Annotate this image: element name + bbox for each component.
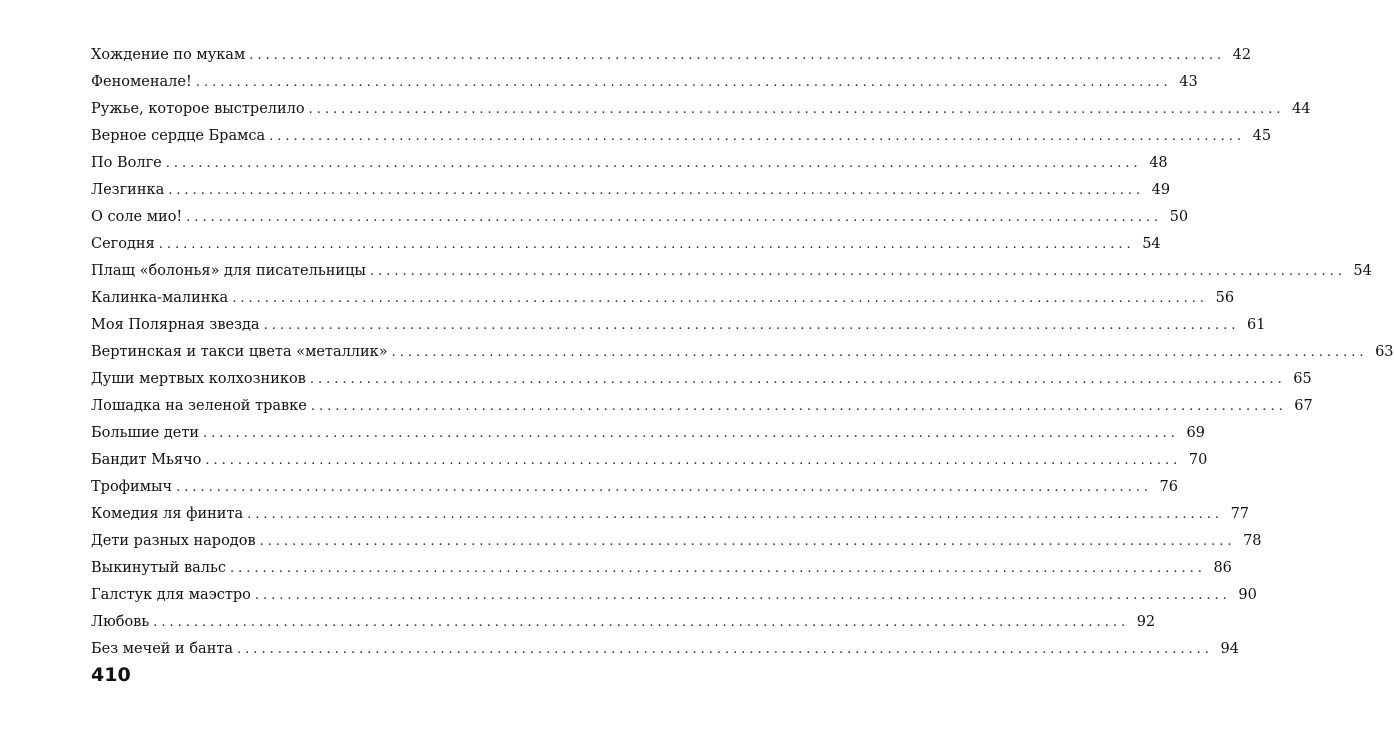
dot-leader: ........................................................................................................................ xyxy=(168,183,1145,198)
toc-entry-title: Вертинская и такси цвета «металлик» xyxy=(91,344,388,360)
dot-leader: ........................................................................................................................ xyxy=(165,156,1142,171)
dot-leader: ........................................................................................................................ xyxy=(232,291,1209,306)
toc-entry-title: Комедия ля финита xyxy=(91,506,244,522)
toc-entry xyxy=(91,204,1189,231)
toc-entry-title: Души мертвых колхозников xyxy=(91,371,306,387)
toc-entry-title: Ружье, которое выстрелило xyxy=(91,101,305,117)
toc-entry xyxy=(91,42,1252,69)
toc-entry xyxy=(91,150,1168,177)
toc-entry xyxy=(91,366,1312,393)
toc-entry-title: Хождение по мукам xyxy=(91,47,246,63)
toc-entry xyxy=(91,312,1266,339)
dot-leader: ........................................................................................................................ xyxy=(259,534,1236,549)
toc-entry-page: 48 xyxy=(1149,155,1168,171)
toc-entry xyxy=(91,96,1311,123)
toc-entry xyxy=(91,123,1272,150)
toc-entry xyxy=(91,555,1232,582)
toc-entry-title: О соле мио! xyxy=(91,209,183,225)
toc-entry xyxy=(91,474,1178,501)
toc-entry xyxy=(91,231,1161,258)
dot-leader: ........................................................................................................................ xyxy=(254,588,1231,603)
toc-entry-page: 77 xyxy=(1230,506,1250,522)
dot-leader: ........................................................................................................................ xyxy=(309,372,1286,387)
toc-entry-page: 50 xyxy=(1169,209,1189,225)
toc-entry-page: 78 xyxy=(1243,533,1262,549)
toc-entry-page: 67 xyxy=(1294,398,1313,414)
toc-entry xyxy=(91,501,1250,528)
dot-leader: ........................................................................................................................ xyxy=(263,318,1240,333)
dot-leader: ........................................................................................................................ xyxy=(310,399,1287,414)
toc-entry-page: 69 xyxy=(1186,425,1205,441)
dot-leader: ........................................................................................................................ xyxy=(176,480,1152,495)
toc-entry-title: Феноменале! xyxy=(91,74,192,90)
toc-entry-title: Выкинутый вальс xyxy=(91,560,226,576)
toc-entry xyxy=(91,582,1257,609)
toc-entry-page: 42 xyxy=(1232,47,1252,63)
toc-entry-page: 70 xyxy=(1188,452,1208,468)
toc-entry-title: Дети разных народов xyxy=(91,533,256,549)
toc-entry-page: 54 xyxy=(1353,263,1372,279)
toc-entry xyxy=(91,339,1394,366)
dot-leader: ........................................................................................................................ xyxy=(269,129,1246,144)
toc-entry-page: 94 xyxy=(1220,641,1239,657)
toc-entry-title: Бандит Мьячо xyxy=(91,452,202,468)
toc-entry xyxy=(91,177,1171,204)
toc-entry xyxy=(91,258,1372,285)
toc-entry xyxy=(91,447,1208,474)
dot-leader: ........................................................................................................................ xyxy=(247,507,1224,522)
toc-entry-page: 86 xyxy=(1213,560,1232,576)
toc-entry xyxy=(91,420,1205,447)
toc-entry xyxy=(91,636,1239,663)
dot-leader: ........................................................................................................................ xyxy=(391,345,1368,360)
toc-entry xyxy=(91,609,1156,636)
toc-entry-title: Любовь xyxy=(91,614,150,630)
page-number: 410 xyxy=(91,664,131,686)
toc-entry-page: 44 xyxy=(1292,101,1311,117)
toc-entry-title: Сегодня xyxy=(91,236,155,252)
dot-leader: ........................................................................................................................ xyxy=(205,453,1182,468)
toc-entry-page: 56 xyxy=(1215,290,1235,306)
dot-leader: ........................................................................................................................ xyxy=(369,264,1346,279)
toc-entry-page: 76 xyxy=(1159,479,1178,495)
toc-entry-page: 45 xyxy=(1252,128,1272,144)
dot-leader: ........................................................................................................................ xyxy=(186,210,1163,225)
dot-leader: ........................................................................................................................ xyxy=(158,237,1135,252)
dot-leader: ........................................................................................................................ xyxy=(195,75,1172,90)
table-of-contents xyxy=(91,42,1394,663)
toc-entry-page: 54 xyxy=(1142,236,1161,252)
toc-entry-title: Трофимыч xyxy=(91,479,173,495)
toc-entry xyxy=(91,285,1235,312)
toc-entry-title: Моя Полярная звезда xyxy=(91,317,260,333)
dot-leader: ........................................................................................................................ xyxy=(237,642,1213,657)
toc-entry-page: 65 xyxy=(1293,371,1312,387)
toc-entry-title: Верное сердце Брамса xyxy=(91,128,266,144)
dot-leader: ........................................................................................................................ xyxy=(230,561,1206,576)
toc-entry xyxy=(91,69,1198,96)
toc-entry-title: Без мечей и банта xyxy=(91,641,234,657)
toc-entry xyxy=(91,393,1313,420)
toc-entry-title: Лезгинка xyxy=(91,182,165,198)
toc-entry-title: По Волге xyxy=(91,155,162,171)
toc-entry-title: Галстук для маэстро xyxy=(91,587,251,603)
toc-entry-title: Большие дети xyxy=(91,425,200,441)
toc-entry xyxy=(91,528,1262,555)
toc-entry-title: Калинка-малинка xyxy=(91,290,229,306)
toc-entry-page: 49 xyxy=(1151,182,1171,198)
dot-leader: ........................................................................................................................ xyxy=(249,48,1226,63)
dot-leader: ........................................................................................................................ xyxy=(153,615,1130,630)
dot-leader: ........................................................................................................................ xyxy=(308,102,1285,117)
dot-leader: ........................................................................................................................ xyxy=(203,426,1179,441)
toc-entry-page: 92 xyxy=(1136,614,1156,630)
toc-entry-page: 63 xyxy=(1375,344,1394,360)
toc-entry-page: 90 xyxy=(1238,587,1257,603)
toc-entry-title: Плащ «болонья» для писательницы xyxy=(91,263,366,279)
toc-entry-title: Лошадка на зеленой травке xyxy=(91,398,307,414)
toc-entry-page: 43 xyxy=(1179,74,1198,90)
toc-entry-page: 61 xyxy=(1247,317,1266,333)
